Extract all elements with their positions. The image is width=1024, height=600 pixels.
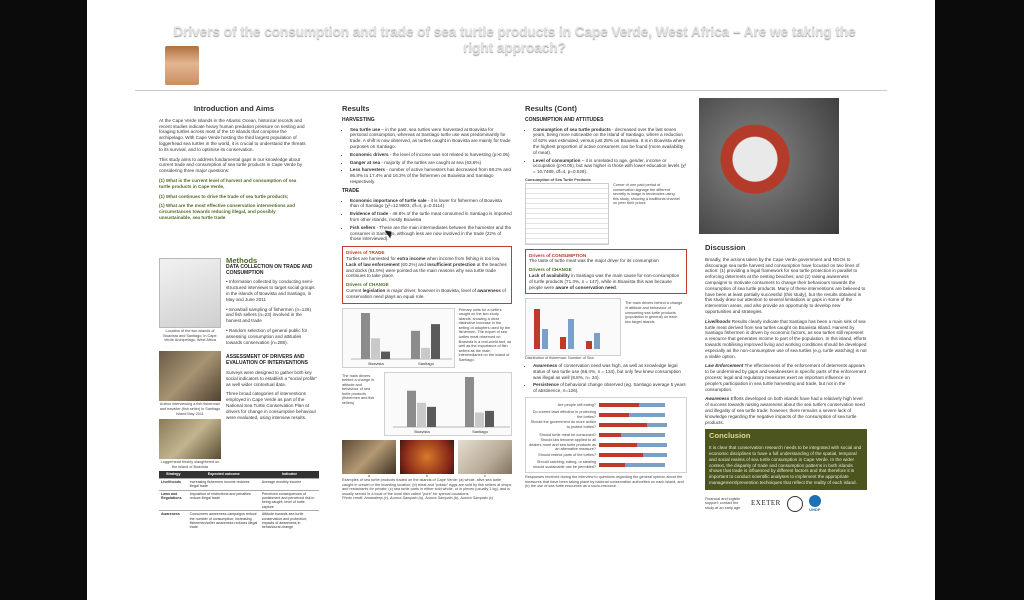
intro-column: [159, 106, 309, 225]
bar: [485, 410, 494, 426]
author-photo: [165, 46, 199, 85]
change-chart-caption: The main drivers behind a change in attitude and behaviour of sea turtle products (fishermen and fish sellers): [342, 373, 375, 406]
question-2: (1) What continues to drive the trade of sea turtle products;: [159, 193, 289, 199]
turtle-photo: [159, 419, 221, 459]
consumption-heading: CONSUMPTION AND ATTITUDES: [525, 116, 604, 123]
footer-note: Financial and logistic support: contact the study at an early age: [705, 496, 741, 510]
intro-heading: Introduction and Aims: [193, 104, 275, 113]
table-header: Strategy: [159, 471, 188, 478]
table-header: Indicator: [260, 471, 319, 478]
table-cell: Increasing fishermen income reduces illegal trade: [188, 478, 260, 490]
opinion-chart-caption: Responses received during the interview to questions regarding the general opinion about the measures that have been taking place by national conservation authorities on each island, and (b) the use of sea turtle resources as a socio-resource.: [525, 474, 684, 489]
product-photo-c: [458, 440, 512, 474]
table-cell: Consumers awareness campaigns reduce the number of consumption; increasing fishermen/seller awareness reduces illegal trade: [188, 511, 260, 531]
discussion-paragraph-1: Broadly, the actions taken by the Cape Verde government and NGOs to discourage sea turtle harvest and consumption have focused on two lines of action: (1) providing a legal framework for sea turtle protection in parallel to enforcing deterrents at the nesting beaches; and (2) raising awareness campaigns to motivate consumers to change their behaviours towards the consumption of sea turtle products. Many of these interventions are believed to have been at least partially successful (this study), but the results obtained in this study draw our attention to several limitations or gaps in some of the intervention areas, and also provide an opportunity to develop new opportunities and strategies.: [705, 256, 866, 314]
results-cont-heading: Results (Cont): [525, 104, 577, 113]
table-cell: Livelihoods: [159, 478, 188, 490]
opinion-row: Should turtle meat be consumed?: [528, 430, 684, 440]
list-item: • Consumption of sea turtle products - decreased over the last seven years, being more noticeable on the island of Santiago, where a reduction of 62% was estimated, versus just 28% on Boavista. It is in Boavista where the highest proportion of active consumers can be found (more availability of meat).: [533, 127, 687, 156]
consumption-table: [525, 183, 609, 245]
opinion-row: Should the government do more action to protect turtles?: [528, 420, 684, 430]
change-bar-chart: [384, 372, 512, 436]
results-column: [342, 106, 512, 501]
consumption-table-title: Consumption of Sea Turtle Products: [525, 177, 591, 182]
bar: [475, 412, 484, 427]
title-divider: [135, 90, 887, 91]
bar: [371, 338, 380, 359]
drivers-consumption-heading: Drivers of CONSUMPTION: [529, 252, 587, 258]
harvesting-list: [342, 127, 512, 185]
list-item: • Fish sellers - These are the main intermediates between the harvester and the consumer in Santiago, although less are now involved in the trade (22% of those interviewed).: [350, 225, 512, 242]
consumption-chart-caption: The main drivers behind a change in attitude and behaviour of consuming sea turtle products (population in general) on each two target islands: [625, 301, 683, 324]
list-item: • Less harvesters - number of active harvesters has decreased from 68.2% and 86.8% to 17.4% and 16.3% of the fishermen on Boavista and Santiago respectively.: [350, 167, 512, 184]
intro-paragraph-1: At the Cape Verde Islands in the Atlantic Ocean, historical records and recent studies indicate heavy human predation pressure on nesting and foraging turtles across most of the 10 islands that comprise the archipelago. With Cape Verde hosting the third largest population of loggerhead sea turtles in the world, it is crucial to understand the threats to its survival, and to optimise its conservation.: [159, 117, 306, 152]
table-row: [159, 490, 319, 511]
tick-label: Santiago: [471, 428, 488, 434]
methods-heading: Methods: [226, 256, 258, 265]
intro-paragraph-2: This study aims to address fundamental gaps in our knowledge about current trade and consumption of sea turtle products in Cape Verde by considering three major questions:: [159, 156, 303, 174]
table-cell: Average monthly income: [260, 478, 319, 490]
map-image: [159, 258, 221, 328]
drivers-trade-heading: Drivers of TRADE: [346, 250, 385, 256]
drivers-consumption-text: The taste of turtle meat was the major driver for its consumption: [529, 258, 659, 264]
discussion-paragraph-2: Livelihoods Results clearly indicate that Santiago has been a main sink of sea turtle meat derived from sea turtles caught on Boavista Island. Harvest by Santiago fishermen is driven by economic factors, as sea turtles still represent a resource that generates income to part of the population. In this island, efforts towards mobilising improved living and working conditions should be developed especially as the non-consumptive use of sea turtles (e.g. turtle watching) is not a viable option.: [705, 318, 867, 359]
drivers-change-heading: Drivers of CHANGE: [346, 282, 389, 288]
discussion-paragraph-3: Law Enforcement The effectiveness of the enforcement of deterrents appears to be undermined by gaps and weaknesses in specific parts of the enforcement process; legal and regulatory measures exert an important influence on people's participation in sea turtle harvesting and trade, but not in the consumption.: [705, 363, 867, 392]
poster: [87, 0, 935, 600]
trade-chart-caption: Primary units for a turtle's caught on the two study islands, showing a clear distinctive increase in the selling of adopters used by the fishermen. The export of sea turtles meat observed on Boavista is a real-world fact, as well as the importance of fish sellers as the main intermediaries on the island of Santiago.: [458, 307, 512, 363]
bar: [411, 330, 420, 358]
opinion-chart: [525, 397, 687, 473]
results-heading: Results: [342, 104, 370, 113]
consumption-list: [525, 127, 687, 175]
methods-sub-1: DATA COLLECTION ON TRADE AND CONSUMPTION: [226, 263, 313, 276]
opinion-row: Should law become applied to all dealers more and sea turtle products as an alternative measure?: [528, 440, 684, 450]
tick-label: Boavista: [368, 360, 384, 366]
tick-label: Santiago: [418, 360, 434, 366]
bar: [465, 377, 474, 427]
poster-title: Drivers of the consumption and trade of sea turtle products in Cape Verde, West Africa – Are we taking the right approach?: [173, 24, 856, 55]
methods-paragraph-5: Three broad categories of interventions employed in Cape Verde as part of the National Sea Turtle Conservation Plan at drivers for change in consumptive behaviour were evaluated, using interview results.: [226, 391, 317, 420]
consumption-chart-subtitle: Distribution of fisherman: Number of Sea: [525, 356, 594, 361]
table-row: [159, 478, 319, 490]
methods-sub-2: ASSESSMENT OF DRIVERS AND EVALUATION OF INTERVENTIONS: [226, 354, 308, 367]
list-item: • Awareness of conservation need was high, as well as knowledge legal status of sea turtle use (68.4%, n = 134), but only few knew consumption was illegal as well (8.8%, n= 34).: [533, 363, 687, 380]
harvesting-heading: HARVESTING: [342, 116, 375, 123]
opinion-row: Do current laws effective in protecting the turtles?: [528, 410, 684, 420]
bar: [427, 406, 436, 426]
table-cell: Perceived consequences of punishment and perceived risk in being caught; level of turtle capture: [260, 490, 319, 511]
table-cell: Laws and Regulations: [159, 490, 188, 511]
map-caption: Location of the two islands of Boavista and Santiago, in Cape Verde Archipelago, West Africa: [163, 329, 217, 343]
list-item: • Persistence of behavioral change observed (eg. Santiago average 5 years of abstinence, n=126).: [533, 382, 687, 394]
table-cell: Imposition of restrictions and penalties reduce illegal trade: [188, 490, 260, 511]
consumption-change-chart: [525, 298, 621, 356]
table-cell: Attitude towards sea turtle conservation and protection; impacts of awareness in behavioural change: [260, 511, 319, 531]
methods-bullet-2: • Snowball sampling of fishermen (n=126) and fish sellers (n=23) involved in the harvest and trade: [226, 306, 311, 324]
signage-photo: [699, 98, 839, 234]
seal-logo: [787, 496, 803, 512]
opinion-row: Are people still eating?: [528, 400, 684, 410]
product-photo-b: [400, 440, 454, 474]
list-item: • Economic drivers - the level of income was not related to harvesting (p>0.05): [350, 152, 512, 158]
table-row: [159, 511, 319, 531]
product-photo-a: [342, 440, 396, 474]
list-item: • Evidence of trade - 48.8% of the turtle meat consumed in Santiago is imported from other islands, mostly Boavista: [350, 211, 512, 223]
exeter-logo: EXETER: [751, 498, 781, 507]
list-item: • Economic importance of turtle sale - it is lower for fishermen of Boavista than of Santiago (χ²=12.9803, df=4, p=0.0114): [350, 198, 512, 210]
methods-paragraph-4: Surveys were designed to gather both key social indicators to establish a "social profile" as well wider contextual data.: [226, 369, 318, 387]
methods-section: [159, 258, 319, 531]
discussion-heading: Discussion: [705, 243, 746, 252]
photo-label: b: [425, 473, 429, 478]
interview-caption: Author interviewing a fish fisherman and traveller (fish seller) in Santiago Island May 2011: [159, 402, 221, 416]
question-3: (1) What are the most effective conservation interventions and circumstances towards reducing illegal, and possibly unsustainable, sea turtle trade: [159, 203, 296, 220]
trade-heading: TRADE: [342, 187, 360, 194]
drivers-of-consumption-box: Drivers of CONSUMPTION The taste of turtle meat was the major driver for its consumption Drivers of CHANGE Lack of availability in Santiago was the main cause for non-consumption of turtle products (71.3%, n = 147), while in Boavista this was because people were aware of conservation need.: [525, 249, 687, 295]
bar: [407, 390, 416, 426]
bar: [361, 313, 370, 359]
opinion-row: Should catching, eating, or stealing should sustainable use be permitted?: [528, 460, 684, 470]
bar: [431, 324, 440, 359]
signage-caption: Corner of one paid period of conservation signage the different secretly is image is tendencies using this study, showing a traditional channel on peer their prices: [613, 182, 680, 206]
table-header: Expected outcome: [188, 471, 260, 478]
methods-bullet-1: • Information collected by conducting semi-structured interviews to target social groups in the islands of Boavista and Santiago, in May and June 2011: [226, 279, 315, 302]
conclusion-box: [705, 429, 867, 489]
drivers-change-heading: Drivers of CHANGE: [529, 267, 572, 273]
interview-photo: [159, 351, 221, 401]
conclusion-text: It is clear that conservation research needs to be integrated with social and economic disciplines to have a full understanding of the spatial, temporal and social realms of sea turtle consumption in Cape Verde. In the wider context, the disparity of trade and consumption patterns in both islands shows that trade is influenced by different factors and that therefore it is important to conduct scientific analyses to implement the appropriate management/prevention techniques that reflect the reality of each island.: [709, 445, 862, 485]
list-item: • Sea turtle use – in the past, sea turtles were harvested at Boavista for personal consumption, whereas at Santiago turtle use was predominantly for trade. A shift is now observed, as turtles caught in Boavista are mainly for trade purposes on Santiago.: [350, 127, 512, 150]
trade-list: [342, 198, 512, 243]
table-cell: Awareness: [159, 511, 188, 531]
list-item: • Level of consumption – it is unrelated to age, gender, income or occupation (p>0.05), but was higher in those with lower education levels (χ² = 10.7489, df=4, p=0.029).: [533, 158, 687, 175]
interventions-table: [159, 471, 319, 530]
tick-label: Boavista: [413, 428, 430, 434]
undp-label: UNDP: [809, 506, 821, 512]
opinion-row: Should restrict parts of the turtles?: [528, 450, 684, 460]
products-caption: Examples of sea turtle products traded on the islands of Cape Verde: (a) whole, alive sea turtle caught in crewel or the boarding location; (b) meat and "potato" eggs are sold by fish sellers at shops and restaurants for private; (c) sea turtle parts in either sold whole, or in pieces (usually 1 kg), and is usually served in a local of the local dish called "puré" for special occasions.: [342, 478, 512, 496]
photo-credit: Photo credit: Amandeep (c), Aurora Sampaio (a), Aurora Sampaio (b), Aurora Sampaio (c): [342, 496, 494, 501]
question-1: (1) What is the current level of harvest and consumption of sea turtle products in Cape Verde,: [159, 177, 297, 189]
trade-bar-chart: [342, 308, 455, 368]
list-item: • Danger at sea - majority of the turtles are caught at sea (63.6%): [350, 160, 512, 166]
discussion-column: [705, 245, 867, 512]
awareness-list: [525, 363, 687, 394]
drivers-of-trade-box: Drivers of TRADE Turtles are harvested for extra income when income from fishing is too low. Lack of law enforcement (60.2%) and insufficient protection at the beaches and docks (61.9%) were pointed as the main reasons why sea turtle trade continues to take place. Drivers of CHANGE Current legislation is major driver, however in Boavista, level of awareness of conservation need plays an equal role.: [342, 246, 512, 303]
conclusion-heading: Conclusion: [709, 431, 751, 441]
bar: [381, 351, 390, 358]
bar: [417, 402, 426, 426]
results-cont-column: [525, 106, 687, 489]
discussion-paragraph-4: Awareness Efforts developed on both islands have had a relatively high level of success towards raising awareness about the sea turtle's conservation need and illegality of sea turtle trade; however, there remains a severe lack of knowledge regarding the negative impacts of the consumption of sea turtle products.: [705, 396, 865, 425]
undp-logo: [809, 495, 821, 507]
photo-label: a: [367, 473, 371, 478]
turtle-caption: Loggerhead freshly slaughtered on the island of Boavista: [160, 460, 220, 469]
methods-bullet-3: • Random selection of general public for assessing consumption and attitudes towards conservation (n=288).: [226, 327, 308, 345]
photo-label: c: [484, 473, 486, 478]
bar: [421, 347, 430, 358]
